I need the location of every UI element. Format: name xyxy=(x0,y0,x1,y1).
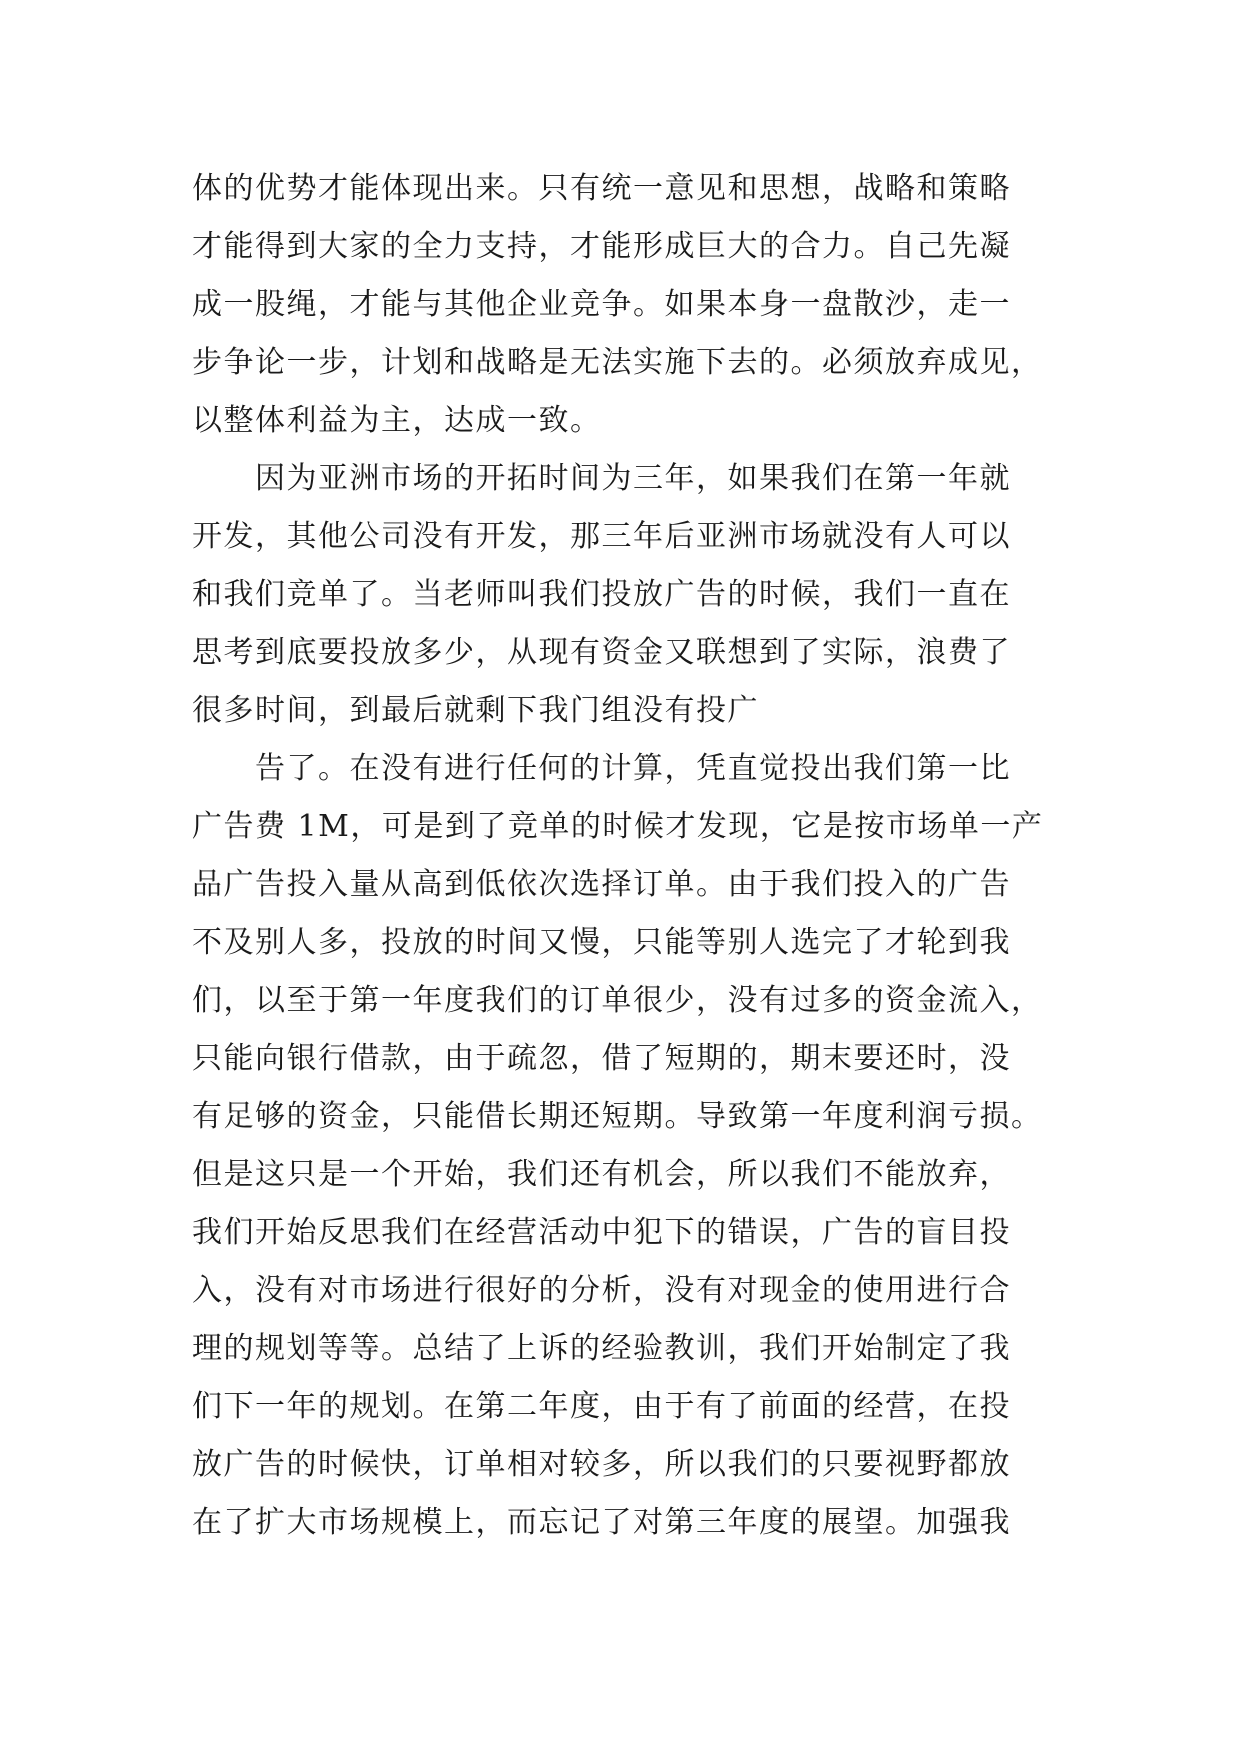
text-line: 在了扩大市场规模上，而忘记了对第三年度的展望。加强我 xyxy=(192,1505,1011,1540)
text-line: 们下一年的规划。在第二年度，由于有了前面的经营，在投 xyxy=(192,1389,1011,1424)
text-line: 我们开始反思我们在经营活动中犯下的错误，广告的盲目投 xyxy=(192,1215,1011,1250)
text-line: 很多时间，到最后就剩下我门组没有投广 xyxy=(192,693,759,728)
text-line: 体的优势才能体现出来。只有统一意见和思想，战略和策略 xyxy=(192,171,1011,206)
text-line: 才能得到大家的全力支持，才能形成巨大的合力。自己先凝 xyxy=(192,229,1011,264)
body-text xyxy=(192,160,1072,1552)
text-line: 有足够的资金，只能借长期还短期。导致第一年度利润亏损。 xyxy=(192,1099,1043,1134)
text-line: 步争论一步，计划和战略是无法实施下去的。必须放弃成见， xyxy=(192,345,1043,380)
text-line: 广告费 1M，可是到了竞单的时候才发现，它是按市场单一产 xyxy=(192,809,1044,844)
text-line: 成一股绳，才能与其他企业竞争。如果本身一盘散沙，走一 xyxy=(192,287,1011,322)
text-line: 入，没有对市场进行很好的分析，没有对现金的使用进行合 xyxy=(192,1273,1011,1308)
text-line: 以整体利益为主，达成一致。 xyxy=(192,403,602,438)
text-line: 们，以至于第一年度我们的订单很少，没有过多的资金流入， xyxy=(192,983,1043,1018)
text-line: 只能向银行借款，由于疏忽，借了短期的，期末要还时，没 xyxy=(192,1041,1011,1076)
text-line: 开发，其他公司没有开发，那三年后亚洲市场就没有人可以 xyxy=(192,519,1011,554)
text-line: 品广告投入量从高到低依次选择订单。由于我们投入的广告 xyxy=(192,867,1011,902)
text-line: 不及别人多，投放的时间又慢，只能等别人选完了才轮到我 xyxy=(192,925,1011,960)
text-line: 放广告的时候快，订单相对较多，所以我们的只要视野都放 xyxy=(192,1447,1011,1482)
text-line: 因为亚洲市场的开拓时间为三年，如果我们在第一年就 xyxy=(192,461,1011,496)
text-line: 和我们竞单了。当老师叫我们投放广告的时候，我们一直在 xyxy=(192,577,1011,612)
text-line: 告了。在没有进行任何的计算，凭直觉投出我们第一比 xyxy=(192,751,1011,786)
text-line: 思考到底要投放多少，从现有资金又联想到了实际，浪费了 xyxy=(192,635,1011,670)
text-line: 但是这只是一个开始，我们还有机会，所以我们不能放弃， xyxy=(192,1157,1011,1192)
text-line: 理的规划等等。总结了上诉的经验教训，我们开始制定了我 xyxy=(192,1331,1011,1366)
